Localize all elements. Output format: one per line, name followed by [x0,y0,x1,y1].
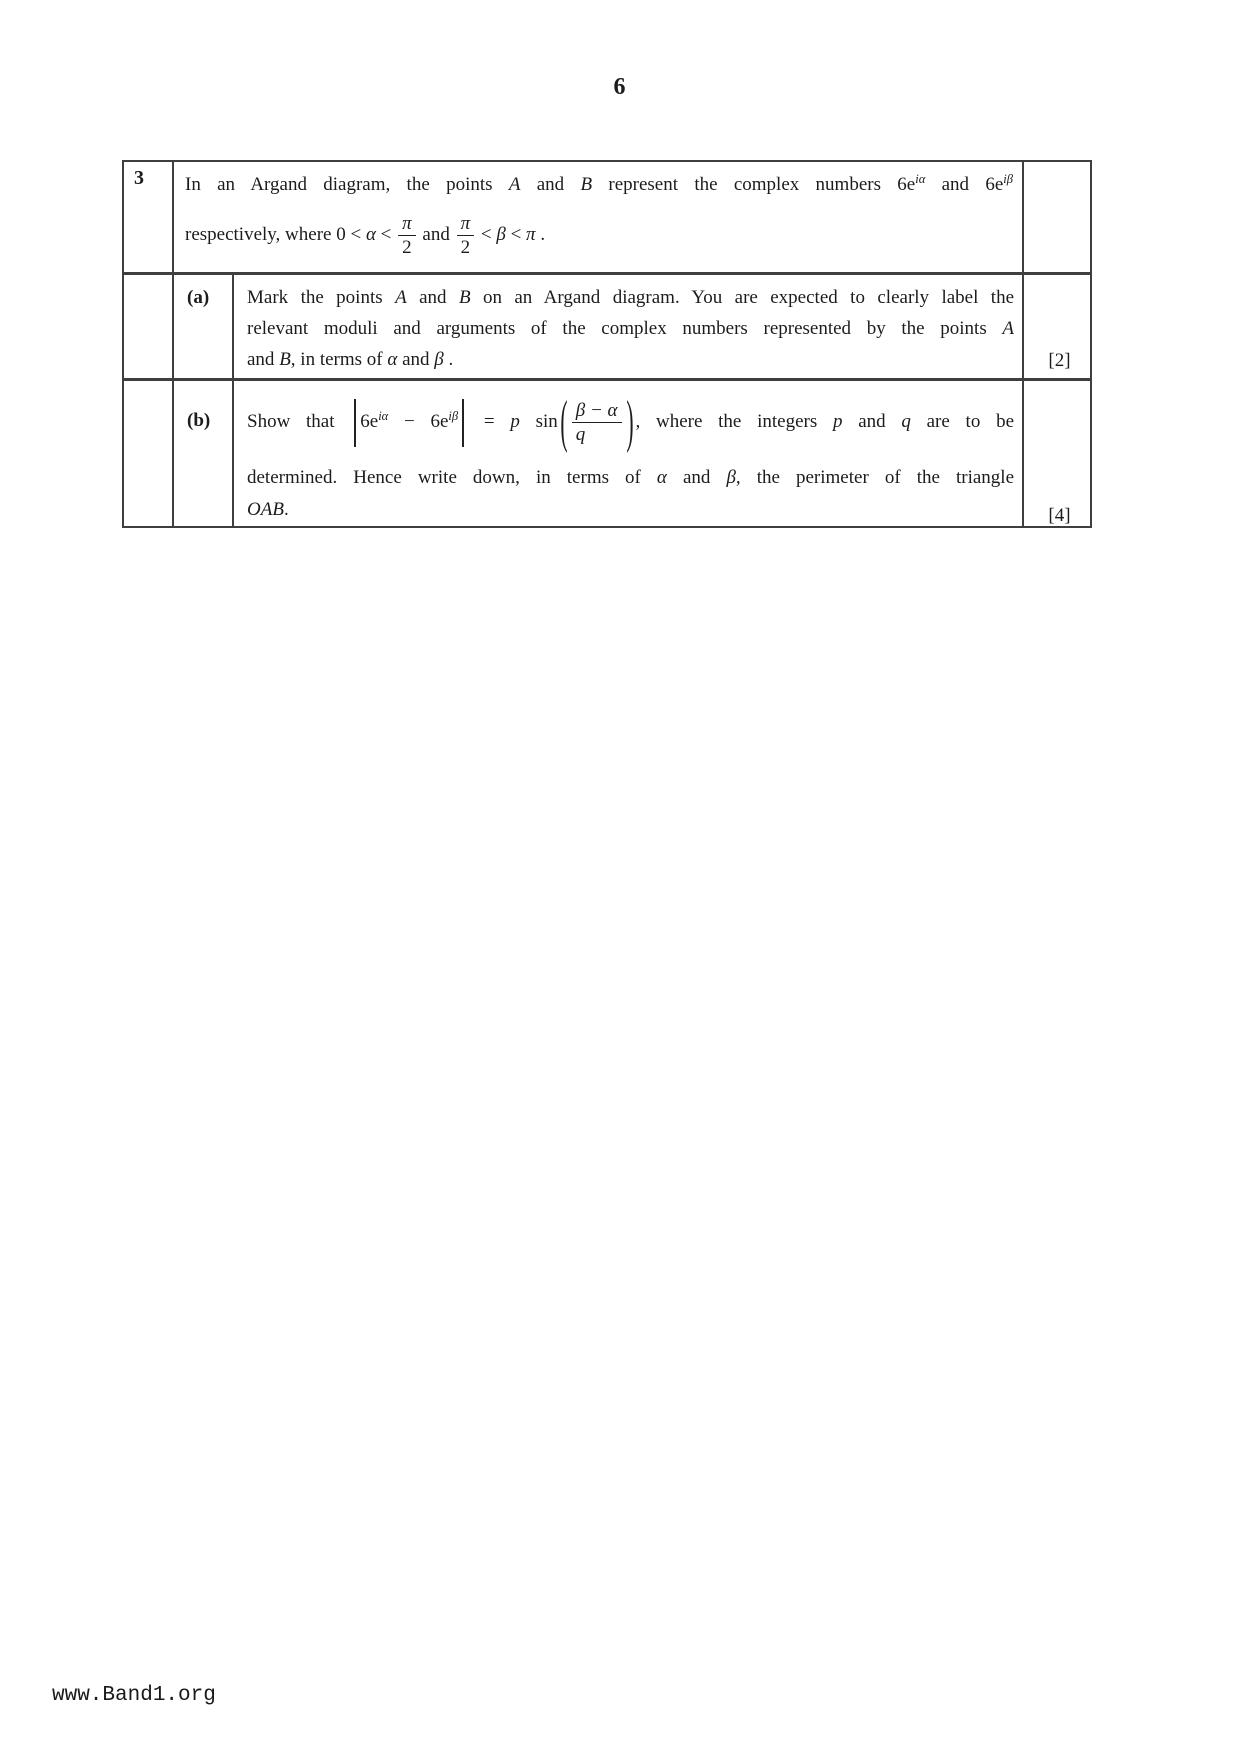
question-number: 3 [134,167,144,189]
part-b-label: (b) [187,410,211,431]
question-intro-line-2: respectively, where 0 < α < $\frac{\pi}{2}$ and $\frac{\pi}{2}$ < β < π . [185,212,546,259]
footer-watermark: www.Band1.org [52,1684,216,1707]
page-number: 6 [613,74,626,100]
table-border-row2 [124,378,1090,381]
part-a-line-3: and B, in terms of α and β . [247,349,454,370]
part-a-line-2: relevant moduli and arguments of the complex numbers represented by the points A [247,318,1014,339]
part-a-label: (a) [187,287,210,308]
part-b-line-1: Show that $6e^{i\alpha} - 6e^{i\beta} = p$ sin( $\frac{\beta - \alpha}{q}$ ) , where the integers p and q are to be [247,389,1015,454]
table-border-col1 [172,162,174,526]
table-border-marks-col [1022,162,1024,526]
table-border-row1 [124,272,1090,275]
part-b-marks: [4] [1048,505,1071,526]
part-b-line-2: determined. Hence write down, in terms of α and β, the perimeter of the triangle [247,467,1014,488]
question-table [122,160,1092,528]
part-b-line-3: OAB. [247,499,289,520]
part-a-line-1: Mark the points A and B on an Argand diagram. You are expected to clearly label the [247,287,1014,308]
part-a-marks: [2] [1048,350,1071,371]
question-intro-line-1: In an Argand diagram, the points A and B represent the complex numbers $6e^{i\alpha}$ and $6e^{i\beta}$ [185,172,1013,195]
